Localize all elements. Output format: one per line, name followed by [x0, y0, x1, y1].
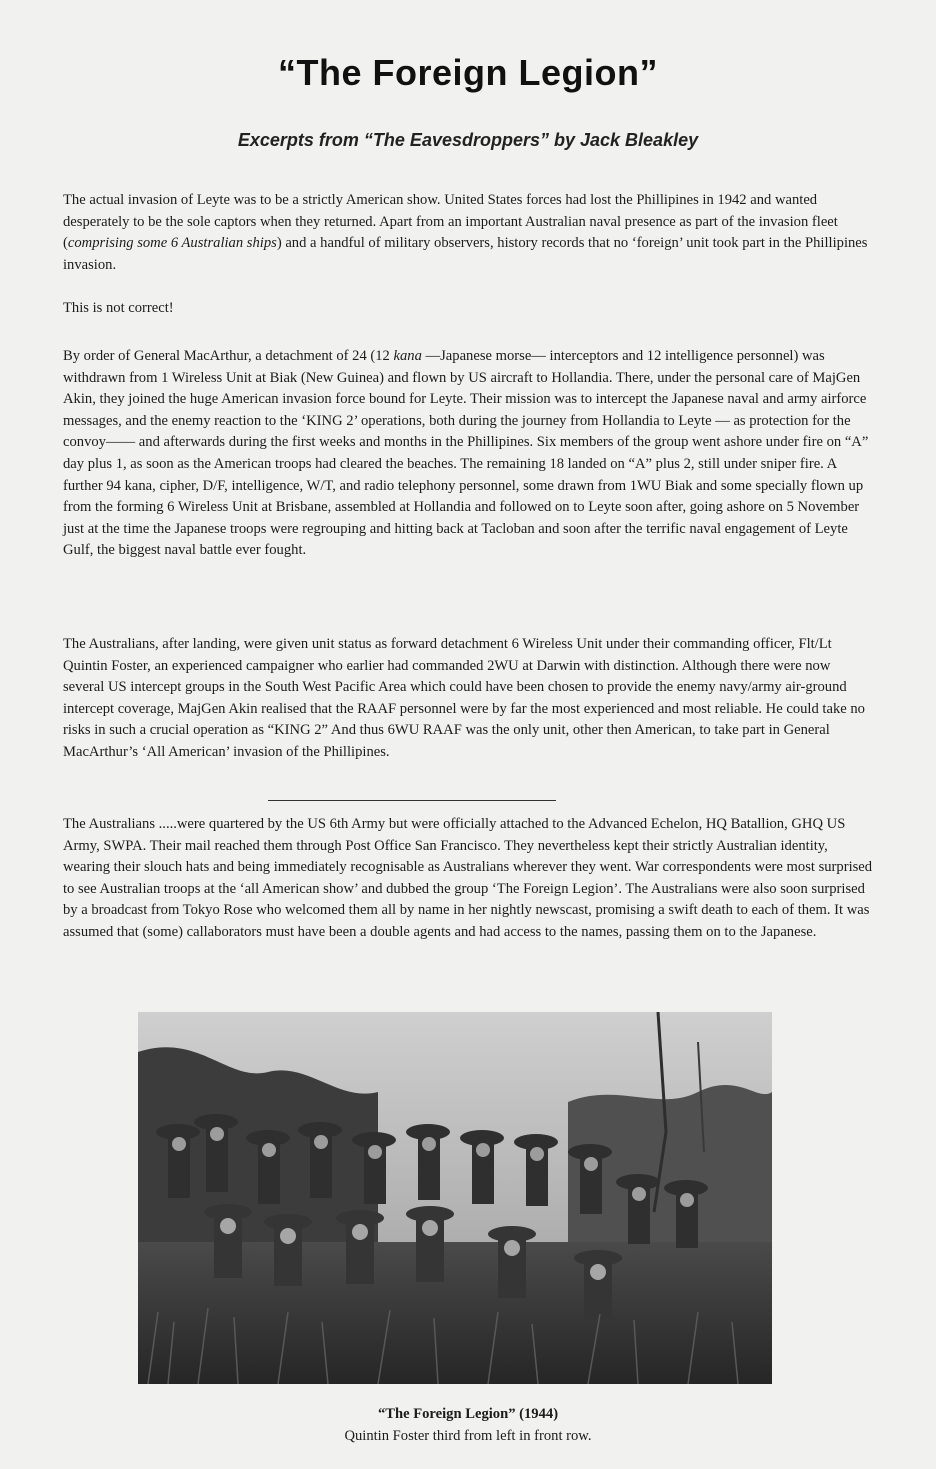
- group-photograph: [138, 1012, 772, 1384]
- section-divider: [268, 800, 556, 801]
- paragraph-detachment-emphasis: kana: [393, 348, 422, 364]
- photo-caption-title: “The Foreign Legion” (1944): [377, 1406, 559, 1422]
- paragraph-quartered: The Australians .....were quartered by the US 6th Army but were officially attached to the Advanced Echelon, HQ Batallion, GHQ US Army, SWPA. Their mail reached them through Post Office San Francisco. They nevertheless kept their strictly Australian identity, wearing their slouch hats and being immediately recognisable as Australians wherever they went. War correspondents were most surprised to see Australian troops at the ‘all American show’ and dubbed the group ‘The Foreign Legion’. The Australians were also soon surprised by a broadcast from Tokyo Rose who welcomed them all by name in her nightly newscast, promising a swift death to each of them. It was assumed that (some) callaborators must have been a double agents and had access to the names, passing them on to the Japanese.: [63, 816, 873, 940]
- photo-caption-text: Quintin Foster third from left in front row.: [344, 1428, 592, 1444]
- paragraph-invasion-text-b: ) and a handful of military observers, history records that no ‘foreign’ unit took part in the Phillipines invasion.: [63, 235, 868, 273]
- document-title: “The Foreign Legion”: [278, 52, 658, 93]
- paragraph-invasion: [63, 190, 873, 276]
- paragraph-detachment: [63, 346, 873, 562]
- group-photograph-image: [138, 1012, 772, 1384]
- document-subtitle: Excerpts from “The Eavesdroppers” by Jack Bleakley: [237, 130, 699, 150]
- paragraph-detachment-text-a: By order of General MacArthur, a detachment of 24 (12: [63, 348, 394, 364]
- paragraph-detachment-text-b: —Japanese morse— interceptors and 12 intelligence personnel) was withdrawn from 1 Wireless Unit at Biak (New Guinea) and flown by US aircraft to Hollandia. There, under the personal care of MajGen Akin, they joined the huge American invasion force bound for Leyte. Their mission was to intercept the Japanese naval and army airforce messages, and the enemy reaction to the ‘KING 2’ operations, both during the journey from Hollandia to Leyte — as protection for the convoy—— and afterwards during the first weeks and months in the Phillipines. Six members of the group went ashore under fire on “A” day plus 1, as soon as the American troops had cleared the beaches. The remaining 18 landed on “A” plus 2, still under sniper fire. A further 94 kana, cipher, D/F, intelligence, W/T, and radio telephony personnel, some drawn from 1WU Biak and some specially flown up from the forming 6 Wireless Unit at Brisbane, assembled at Hollandia and followed on to Leyte soon after, going ashore on 5 November just at the time the Japanese troops were regrouping and hitting back at Tacloban and soon after the terrific naval engagement of Leyte Gulf, the biggest naval battle ever fought.: [63, 348, 869, 559]
- paragraph-not-correct: This is not correct!: [63, 300, 174, 316]
- paragraph-invasion-emphasis: comprising some 6 Australian ships: [67, 235, 277, 252]
- paragraph-invasion-text-a: The actual invasion of Leyte was to be a strictly American show. United States forces had lost the Phillipines in 1942 and wanted desperately to be the sole captors when they returned. Apart from an important Australian naval presence as part of the invasion fleet (: [63, 192, 838, 252]
- paragraph-unit-status: The Australians, after landing, were given unit status as forward detachment 6 Wireless Unit under their commanding officer, Flt/Lt Quintin Foster, an experienced campaigner who earlier had commanded 2WU at Darwin with distinction. Although there were now several US intercept groups in the South West Pacific Area which could have been chosen to provide the enemy navy/army air-ground intercept coverage, MajGen Akin realised that the RAAF personnel were by far the most experienced and most reliable. He could take no risks in such a crucial operation as “KING 2” And thus 6WU RAAF was the only unit, other then American, to take part in General MacArthur’s ‘All American’ invasion of the Phillipines.: [63, 636, 865, 760]
